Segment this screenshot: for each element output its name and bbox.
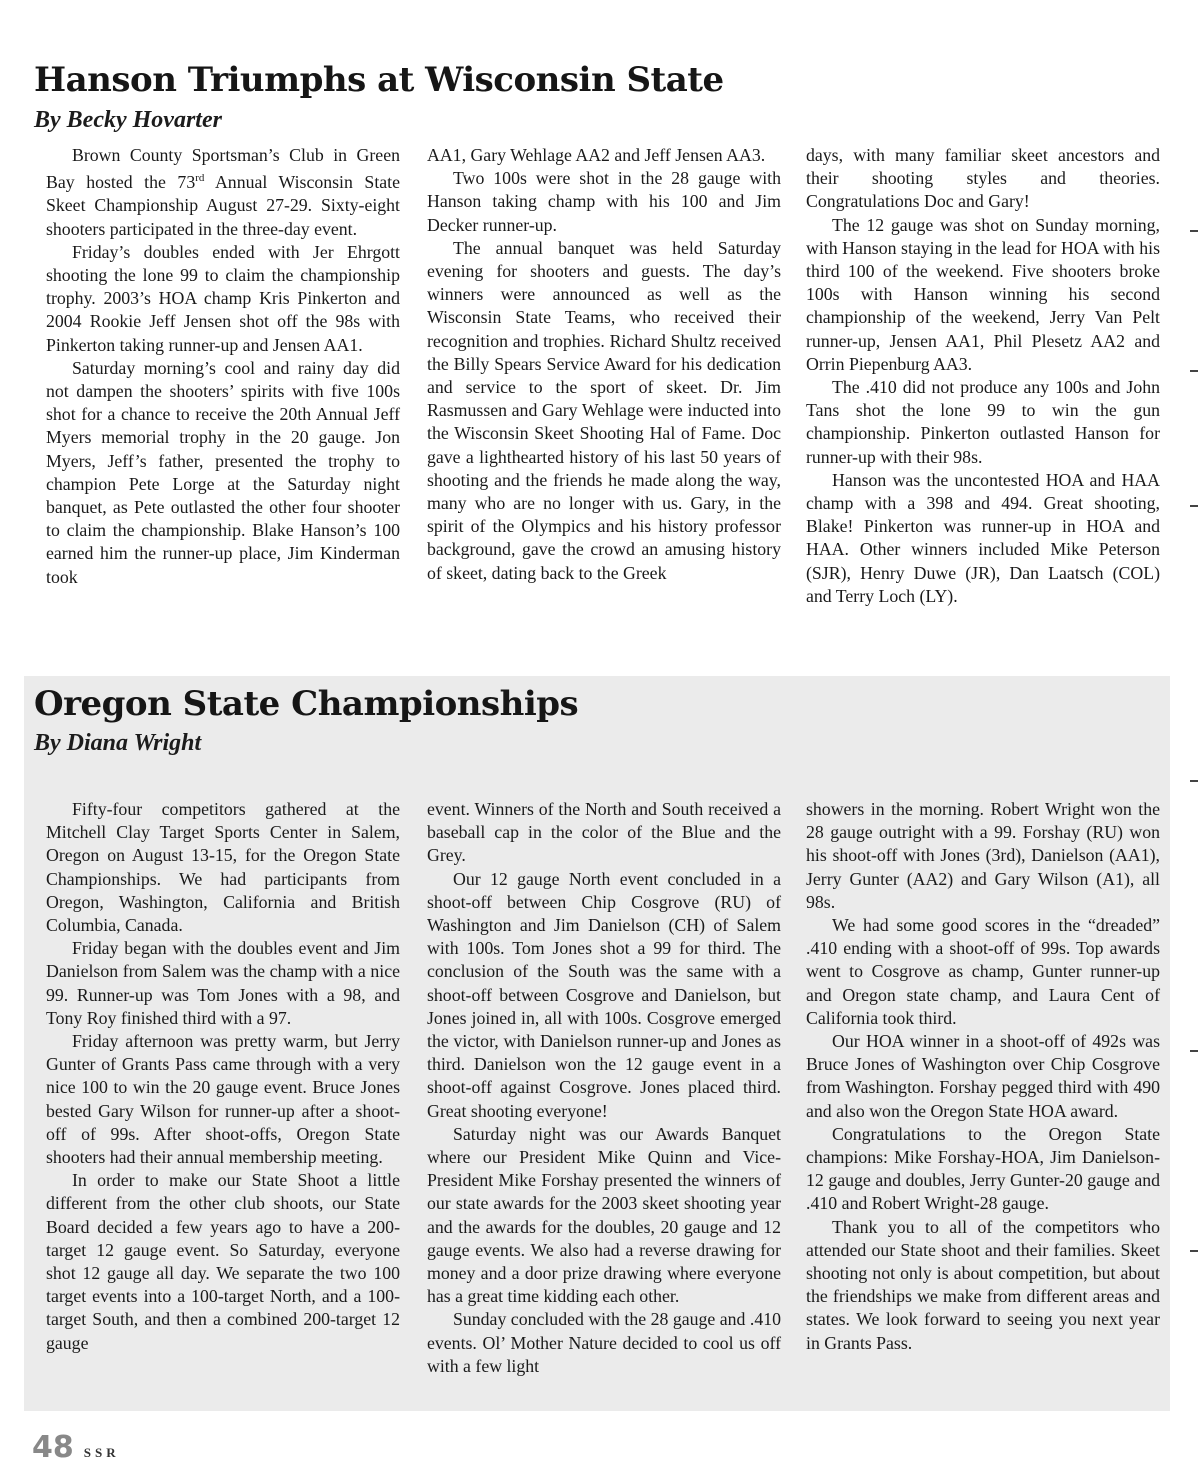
paragraph: Brown County Sportsman’s Club in Green Bay hosted the 73rd Annual Wisconsin State Skeet Championship August 27-29. Sixty-eight shooters participated in the three-day event. [46,145,400,239]
paragraph: Friday afternoon was pretty warm, but Jerry Gunter of Grants Pass came through with a very nice 100 to win the 20 gauge event. Bruce Jones bested Gary Wilson for runner-up after a shoot-off of 99s. After shoot-offs, Oregon State shooters had their annual membership meeting. [46,1031,400,1168]
paragraph: In order to make our State Shoot a little different from the other club shoots, our State Board decided a few years ago to have a 200-target 12 gauge event. So Saturday, everyone shot 12 gauge all day. We separate the two 100 target events into a 100-target North, and a 100-target South, and then a combined 200-target 12 gauge [46,1170,400,1353]
article-byline: By Becky Hovarter [34,107,222,133]
paragraph: Congratulations to the Oregon State champions: Mike Forshay-HOA, Jim Danielson-12 gauge and doubles, Jerry Gunter-20 gauge and .410 and Robert Wright-28 gauge. [806,1123,1160,1214]
page-number: 48 [32,1430,74,1465]
paragraph: showers in the morning. Robert Wright won the 28 gauge outright with a 99. Forshay (RU) won his shoot-off with Jones (3rd), Danielson (AA1), Jerry Gunter (AA2) and Gary Wilson (A1), all 98s. [806,799,1160,912]
scan-edge-mark [1190,230,1198,232]
article-column-2 [427,144,781,585]
article-byline: By Diana Wright [34,730,202,756]
article-title: Hanson Triumphs at Wisconsin State [34,60,724,100]
scan-edge-mark [1190,370,1198,372]
article-title: Oregon State Championships [34,684,579,724]
article-column-1 [46,144,400,589]
paragraph: Hanson was the uncontested HOA and HAA champ with a 398 and 494. Great shooting, Blake! Pinkerton was runner-up in HOA and HAA. Other winners included Mike Peterson (SJR), Henry Duwe (JR), Dan Laatsch (COL) and Terry Loch (LY). [806,469,1160,606]
paragraph: Sunday concluded with the 28 gauge and .410 events. Ol’ Mother Nature decided to cool us off with a few light [427,1309,781,1376]
article-wisconsin [0,0,1200,665]
paragraph: The annual banquet was held Saturday evening for shooters and guests. The day’s winners were announced as well as the Wisconsin State Teams, who received their recognition and trophies. Richard Shultz received the Billy Spears Service Award for his dedication and service to the sport of skeet. Dr. Jim Rasmussen and Gary Wehlage were inducted into the Wisconsin Skeet Shooting Hal of Fame. Doc gave a lighthearted history of his last 50 years of shooting and the friends he made along the way, many who are no longer with us. Gary, in the spirit of the Olympics and his history professor background, gave the crowd an amusing history of skeet, dating back to the Greek [427,237,781,583]
scan-edge-mark [1190,505,1198,507]
paragraph: Friday’s doubles ended with Jer Ehrgott shooting the lone 99 to claim the championship trophy. 2003’s HOA champ Kris Pinkerton and 2004 Rookie Jeff Jensen shot off the 98s with Pinkerton taking runner-up and Jensen AA1. [46,241,400,355]
article-oregon [24,676,1170,1411]
scan-edge-mark [1190,780,1198,782]
article-column-2 [427,798,781,1378]
page-footer [32,1430,120,1465]
paragraph: The 12 gauge was shot on Sunday morning, with Hanson staying in the lead for HOA with his third 100 of the weekend. Five shooters broke 100s with Hanson winning his second championship of the weekend, Jerry Van Pelt runner-up, Jensen AA1, Phil Plesetz AA2 and Orrin Piepenburg AA3. [806,214,1160,374]
paragraph: We had some good scores in the “dreaded” .410 ending with a shoot-off of 99s. Top awards went to Cosgrove as champ, Gunter runner-up and Oregon state champ, and Laura Cent of California took third. [806,915,1160,1028]
paragraph: days, with many familiar skeet ancestors and their shooting styles and theories. Congratulations Doc and Gary! [806,145,1160,212]
paragraph: Friday began with the doubles event and Jim Danielson from Salem was the champ with a nice 99. Runner-up was Tom Jones with a 98, and Tony Roy finished third with a 97. [46,938,400,1028]
paragraph: Our 12 gauge North event concluded in a shoot-off between Chip Cosgrove (RU) of Washington and Jim Danielson (CH) of Salem with 100s. Tom Jones shot a 99 for third. The conclusion of the South was the same with a shoot-off between Cosgrove and Danielson, but Jones joined in, all with 100s. Cosgrove emerged the victor, with Danielson runner-up and Jones as third. Danielson won the 12 gauge event in a shoot-off against Cosgrove. Jones placed third. Great shooting everyone! [427,868,781,1121]
article-column-1 [46,798,400,1355]
paragraph: Thank you to all of the competitors who attended our State shoot and their families. Skeet shooting not only is about competition, but about the friendships we make from different areas and states. We look forward to seeing you next year in Grants Pass. [806,1216,1160,1353]
scan-edge-mark [1190,1050,1198,1052]
publication-name: SSR [83,1445,120,1460]
paragraph: Fifty-four competitors gathered at the Mitchell Clay Target Sports Center in Salem, Oregon on August 13-15, for the Oregon State Championships. We had participants from Oregon, Washington, California and British Columbia, Canada. [46,799,400,936]
paragraph: Our HOA winner in a shoot-off of 492s was Bruce Jones of Washington over Chip Cosgrove from Washington. Forshay pegged third with 490 and also won the Oregon State HOA award. [806,1031,1160,1121]
paragraph: event. Winners of the North and South received a baseball cap in the color of the Blue and the Grey. [427,799,781,866]
paragraph: The .410 did not produce any 100s and John Tans shot the lone 99 to win the gun championship. Pinkerton outlasted Hanson for runner-up with their 98s. [806,377,1160,467]
paragraph: Saturday morning’s cool and rainy day did not dampen the shooters’ spirits with five 100s shot for a chance to receive the 20th Annual Jeff Myers memorial trophy in the 20 gauge. Jon Myers, Jeff’s father, presented the trophy to champion Pete Lorge at the Saturday night banquet, as Pete outlasted the other four shooter to claim the championship. Blake Hanson’s 100 earned him the runner-up place, Jim Kinderman took [46,357,400,587]
paragraph: AA1, Gary Wehlage AA2 and Jeff Jensen AA3. [427,145,766,165]
scan-edge-mark [1190,1250,1198,1252]
article-column-3 [806,798,1160,1355]
article-column-3 [806,144,1160,608]
paragraph: Saturday night was our Awards Banquet where our President Mike Quinn and Vice-President Mike Forshay presented the winners of our state awards for the 2003 skeet shooting year and the awards for the doubles, 20 gauge and 12 gauge events. We also had a reverse drawing for money and a door prize drawing where everyone has a great time kidding each other. [427,1123,781,1307]
paragraph: Two 100s were shot in the 28 gauge with Hanson taking champ with his 100 and Jim Decker runner-up. [427,168,781,235]
